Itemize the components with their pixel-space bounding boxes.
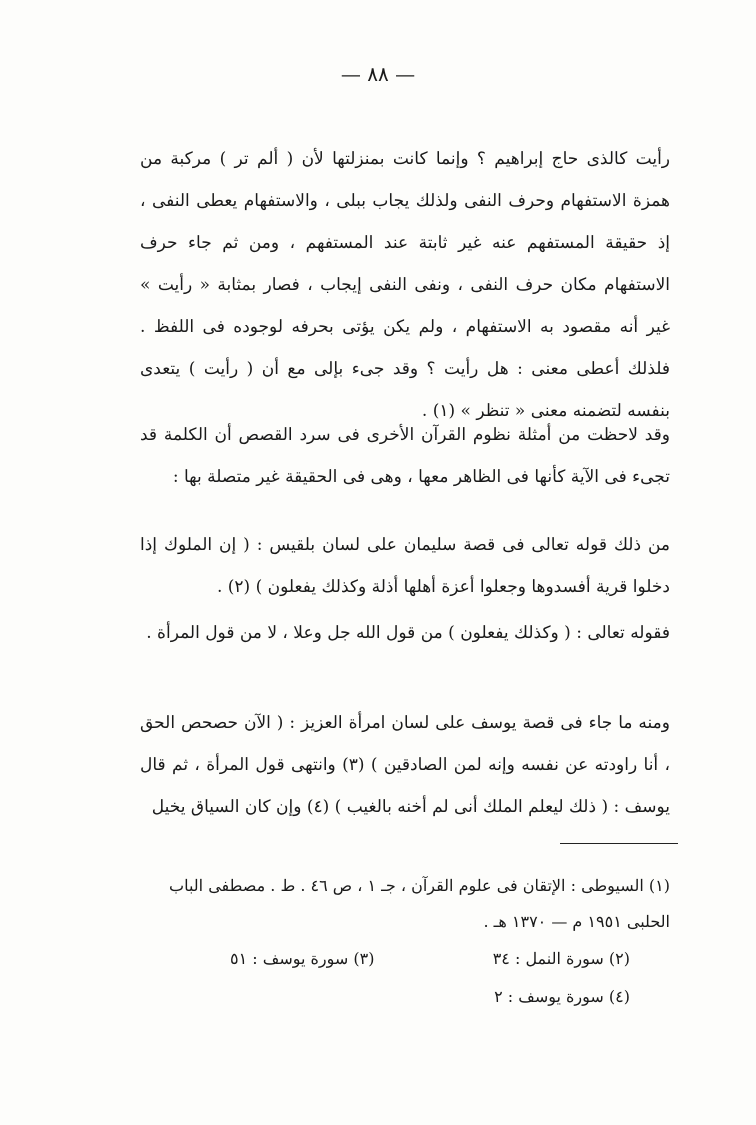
paragraph-3: من ذلك قوله تعالى فى قصة سليمان على لسان بلقيس : ( إن الملوك إذا دخلوا قرية أفسدوها وجعلوا أعزة أهلها أذلة وكذلك يفعلون ) (٢) . — [140, 535, 670, 597]
page-number: — ٨٨ — — [340, 62, 416, 86]
paragraph-5-block — [140, 702, 670, 828]
paragraph-1-block — [140, 138, 670, 432]
footnote-divider — [560, 843, 678, 844]
paragraph-4: فقوله تعالى : ( وكذلك يفعلون ) من قول الله جل وعلا ، لا من قول المرأة . — [146, 623, 670, 643]
footnote-row-2-3 — [140, 940, 670, 978]
footnote-3: (٣) سورة يوسف : ٥١ — [230, 949, 375, 968]
paragraph-4-block — [140, 612, 670, 654]
paragraph-2-block — [140, 414, 670, 498]
footnote-2: (٢) سورة النمل : ٣٤ — [492, 949, 630, 968]
paragraph-1: رأيت كالذى حاج إبراهيم ؟ وإنما كانت بمنزلتها لأن ( ألم تر ) مركبة من همزة الاستفهام وحرف النفى ولذلك يجاب ببلى ، والاستفهام يعطى النفى ، إذ حقيقة المستفهم عنه غير ثابتة عند المستفهم ، ومن ثم جاء حرف الاستفهام مكان حرف النفى ، ونفى النفى إيجاب ، فصار بمثابة « رأيت » غير أنه مقصود به الاستفهام ، ولم يكن يؤتى بحرفه لوجوده فى اللفظ . فلذلك أعطى معنى : هل رأيت ؟ وقد جىء بإلى مع أن ( رأيت ) يتعدى بنفسه لتضمنه معنى « تنظر » (١) . — [140, 149, 670, 421]
footnote-row-4 — [140, 978, 670, 1016]
footnotes — [140, 868, 670, 1016]
paragraph-3-block — [140, 524, 670, 608]
paragraph-2: وقد لاحظت من أمثلة نظوم القرآن الأخرى فى سرد القصص أن الكلمة قد تجىء فى الآية كأنها فى الظاهر معها ، وهى فى الحقيقة غير متصلة بها : — [140, 425, 670, 487]
paragraph-5: ومنه ما جاء فى قصة يوسف على لسان امرأة العزيز : ( الآن حصحص الحق ، أنا راودته عن نفسه وإنه لمن الصادقين ) (٣) وانتهى قول المرأة ، ثم قال يوسف : ( ذلك ليعلم الملك أنى لم أخنه بالغيب ) (٤) وإن كان السياق يخيل — [140, 713, 670, 817]
footnote-1: (١) السيوطى : الإتقان فى علوم القرآن ، جـ ١ ، ص ٤٦ . ط . مصطفى الباب الحلبى ١٩٥١ م — ١٣٧٠ هـ . — [169, 876, 670, 931]
footnote-4: (٤) سورة يوسف : ٢ — [494, 987, 630, 1006]
